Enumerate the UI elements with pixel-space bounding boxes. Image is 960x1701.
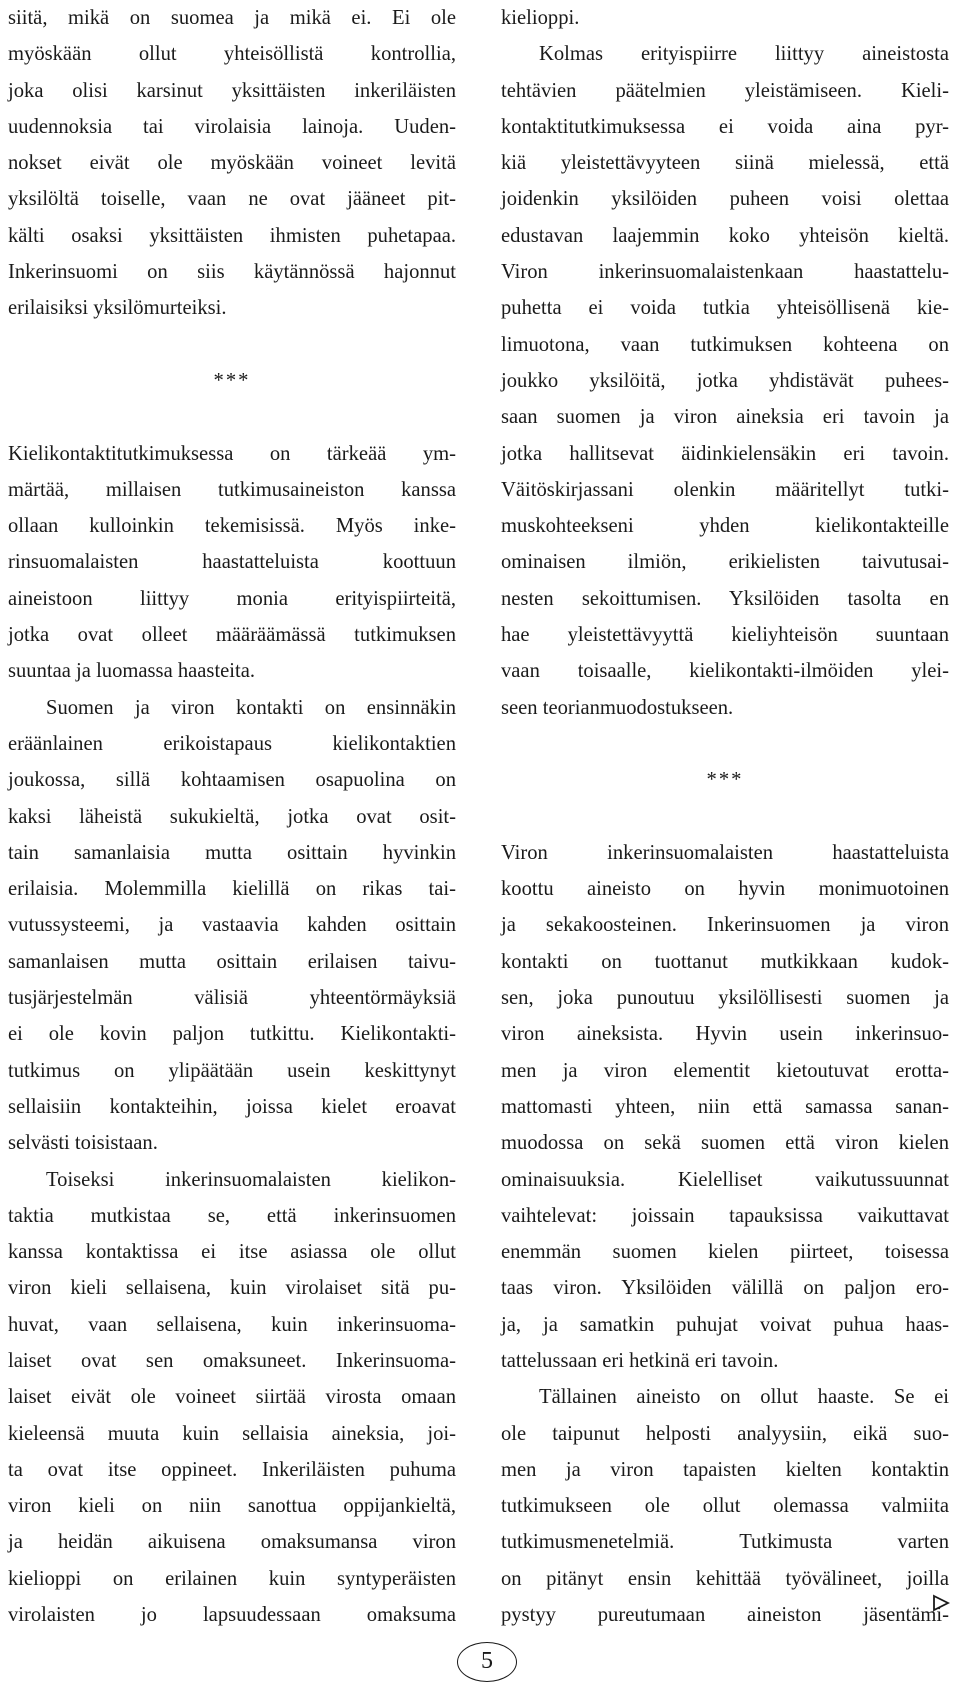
text-line: eräänlainen erikoistapaus kielikontaktien bbox=[8, 732, 456, 755]
text-line: kielioppi. bbox=[501, 7, 580, 29]
text-line: kiä yleistettävyyteen siinä mielessä, että bbox=[501, 152, 949, 175]
text-line: mattomasti yhteen, niin että samassa sanan- bbox=[501, 1095, 949, 1118]
text-line: samanlaisen mutta osittain erilaisen taivu- bbox=[8, 950, 456, 973]
text-line: laiset eivät ole voineet siirtää virosta omaan bbox=[8, 1386, 456, 1409]
text-line: Viron inkerinsuomalaistenkaan haastattelu- bbox=[501, 261, 949, 284]
text-line: viron aineksista. Hyvin usein inkerinsuo- bbox=[501, 1023, 949, 1046]
text-line: sellaisiin kontakteihin, joissa kielet eroavat bbox=[8, 1095, 456, 1118]
section-separator: *** bbox=[213, 369, 251, 392]
text-line: Kolmas erityispiirre liittyy aineistosta bbox=[539, 43, 949, 66]
text-line: ja, ja samatkin puhujat voivat puhua haas- bbox=[501, 1313, 949, 1336]
text-line: on pitänyt ensin kehittää työvälineet, joilla bbox=[501, 1567, 949, 1590]
text-line: kontaktitutkimuksessa ei voida aina pyr- bbox=[501, 115, 949, 138]
text-line: vaan toisaalle, kielikontakti-ilmöiden ylei- bbox=[501, 660, 949, 683]
text-line: uudennoksia tai virolaisia lainoja. Uuden- bbox=[8, 115, 456, 138]
text-line: huvat, vaan sellaisena, kuin inkerinsuoma- bbox=[8, 1313, 456, 1336]
blank-line bbox=[8, 399, 456, 435]
text-line: vaihtelevat: joissain tapauksissa vaikuttavat bbox=[501, 1204, 949, 1227]
text-line: limuotona, vaan tutkimuksen kohteena on bbox=[501, 333, 949, 356]
text-line: rinsuomalaisten haastatteluista koottuun bbox=[8, 551, 456, 574]
blank-line bbox=[501, 726, 949, 762]
text-line: joidenkin yksilöiden puheen voisi olettaa bbox=[501, 188, 949, 211]
text-line: tehtävien päätelmien yleistämiseen. Kieli- bbox=[501, 79, 949, 102]
text-line: suuntaa ja luomassa haasteita. bbox=[8, 660, 256, 683]
text-line: laiset ovat sen omaksuneet. Inkerinsuoma- bbox=[8, 1349, 456, 1372]
text-line: ta ovat itse oppineet. Inkeriläisten puhuma bbox=[8, 1458, 456, 1481]
text-line: kieleensä muuta kuin sellaisia aineksia, joi- bbox=[8, 1422, 456, 1445]
text-line: saan suomen ja viron aineksia eri tavoin ja bbox=[501, 406, 949, 429]
text-line: hae yleistettävyyttä kieliyhteisön suuntaan bbox=[501, 624, 949, 647]
right-column bbox=[501, 0, 949, 1633]
text-line: Viron inkerinsuomalaisten haastatteluista bbox=[501, 841, 949, 864]
text-line: ominaisuuksia. Kielelliset vaikutussuunnat bbox=[501, 1168, 949, 1191]
text-line: ja heidän aikuisena omaksumansa viron bbox=[8, 1531, 456, 1554]
text-line: tattelussaan eri hetkinä eri tavoin. bbox=[501, 1349, 779, 1372]
text-line: kaksi läheistä sukukieltä, jotka ovat osit- bbox=[8, 805, 456, 828]
text-line: Tällainen aineisto on ollut haaste. Se ei bbox=[539, 1386, 949, 1409]
text-line: sen, joka punoutuu yksilöllisesti suomen ja bbox=[501, 987, 949, 1010]
text-line: tutkimusmenetelmiä. Tutkimusta varten bbox=[501, 1531, 949, 1554]
text-line: vutussysteemi, ja vastaavia kahden osittain bbox=[8, 914, 456, 937]
text-line: joukko yksilöitä, jotka yhdistävät puhees- bbox=[501, 369, 949, 392]
text-line: joka olisi karsinut yksittäisten inkeriläisten bbox=[8, 79, 456, 102]
text-line: edustavan laajemmin koko yhteisön kieltä. bbox=[501, 224, 949, 247]
text-line: erilaisia. Molemmilla kielillä on rikas tai- bbox=[8, 878, 456, 901]
text-line: Suomen ja viron kontakti on ensinnäkin bbox=[46, 696, 456, 719]
text-line: ole taipunut helposti analyysiin, eikä suo- bbox=[501, 1422, 949, 1445]
text-line: yksilöltä toiselle, vaan ne ovat jääneet pit- bbox=[8, 188, 456, 211]
text-line: tutkimus on ylipäätään usein keskittynyt bbox=[8, 1059, 456, 1082]
text-line: Kielikontaktitutkimuksessa on tärkeää ym- bbox=[8, 442, 456, 465]
text-line: men ja viron elementit kietoutuvat erotta- bbox=[501, 1059, 949, 1082]
text-line: siitä, mikä on suomea ja mikä ei. Ei ole bbox=[8, 7, 456, 29]
triangle-right-outline-icon bbox=[932, 1594, 950, 1612]
text-line: aineistoon liittyy monia erityispiirteitä, bbox=[8, 587, 456, 610]
text-line: kälti osaksi yksittäisten ihmisten puhetapaa. bbox=[8, 224, 456, 247]
page-number: 5 bbox=[457, 1642, 517, 1682]
text-line: myöskään ollut yhteisöllistä kontrollia, bbox=[8, 43, 456, 66]
text-line: men ja viron tapaisten kielten kontaktin bbox=[501, 1458, 949, 1481]
text-line: nesten sekoittumisen. Yksilöiden tasolta en bbox=[501, 587, 949, 610]
text-line: Toiseksi inkerinsuomalaisten kielikon- bbox=[46, 1168, 456, 1191]
text-line: Inkerinsuomi on siis käytännössä hajonnut bbox=[8, 261, 456, 284]
text-line: ominaisen ilmiön, erikielisten taivutusai- bbox=[501, 551, 949, 574]
left-column bbox=[8, 0, 456, 1633]
text-line: virolaisten jo lapsuudessaan omaksuma bbox=[8, 1604, 456, 1627]
text-line: tutkimukseen ole ollut olemassa valmiita bbox=[501, 1495, 949, 1518]
text-line: koottu aineisto on hyvin monimuotoinen bbox=[501, 878, 949, 901]
blank-line bbox=[501, 799, 949, 835]
text-line: muskohteekseni yhden kielikontakteille bbox=[501, 515, 949, 538]
text-line: jotka hallitsevat äidinkielensäkin eri tavoin. bbox=[501, 442, 949, 465]
text-line: ollaan kulloinkin tekemisissä. Myös inke- bbox=[8, 515, 456, 538]
text-line: nokset eivät ole myöskään voineet levitä bbox=[8, 152, 456, 175]
text-line: ja sekakoosteinen. Inkerinsuomen ja viron bbox=[501, 914, 949, 937]
text-line: viron kieli sellaisena, kuin virolaiset sitä pu- bbox=[8, 1277, 456, 1300]
text-line: kontakti on tuottanut mutkikkaan kudok- bbox=[501, 950, 949, 973]
text-line: enemmän suomen kielen piirteet, toisessa bbox=[501, 1241, 949, 1264]
text-line: viron kieli on niin sanottua oppijankieltä, bbox=[8, 1495, 456, 1518]
text-line: erilaisiksi yksilömurteiksi. bbox=[8, 297, 227, 320]
text-line: pystyy pureutumaan aineiston jäsentämi- bbox=[501, 1604, 949, 1627]
text-line: kanssa kontaktissa ei itse asiassa ole ollut bbox=[8, 1241, 456, 1264]
text-line: tusjärjestelmän välisiä yhteentörmäyksiä bbox=[8, 987, 456, 1010]
text-line: ei ole kovin paljon tutkittu. Kielikontakti- bbox=[8, 1023, 456, 1046]
text-line: muodossa on sekä suomen että viron kielen bbox=[501, 1132, 949, 1155]
text-line: Väitöskirjassani olenkin määritellyt tutki- bbox=[501, 478, 949, 501]
text-line: tain samanlaisia mutta osittain hyvinkin bbox=[8, 841, 456, 864]
text-line: seen teorianmuodostukseen. bbox=[501, 696, 734, 719]
text-line: taktia mutkistaa se, että inkerinsuomen bbox=[8, 1204, 456, 1227]
text-line: puhetta ei voida tutkia yhteisöllisenä kie- bbox=[501, 297, 949, 320]
text-line: kielioppi on erilainen kuin syntyperäisten bbox=[8, 1567, 456, 1590]
section-separator: *** bbox=[706, 769, 744, 792]
text-line: selvästi toisistaan. bbox=[8, 1132, 158, 1155]
text-line: joukossa, sillä kohtaamisen osapuolina on bbox=[8, 769, 456, 792]
text-line: jotka ovat olleet määräämässä tutkimuksen bbox=[8, 624, 456, 647]
blank-line bbox=[8, 327, 456, 363]
text-line: taas viron. Yksilöiden välillä on paljon ero- bbox=[501, 1277, 949, 1300]
text-line: märtää, millaisen tutkimusaineiston kanssa bbox=[8, 478, 456, 501]
